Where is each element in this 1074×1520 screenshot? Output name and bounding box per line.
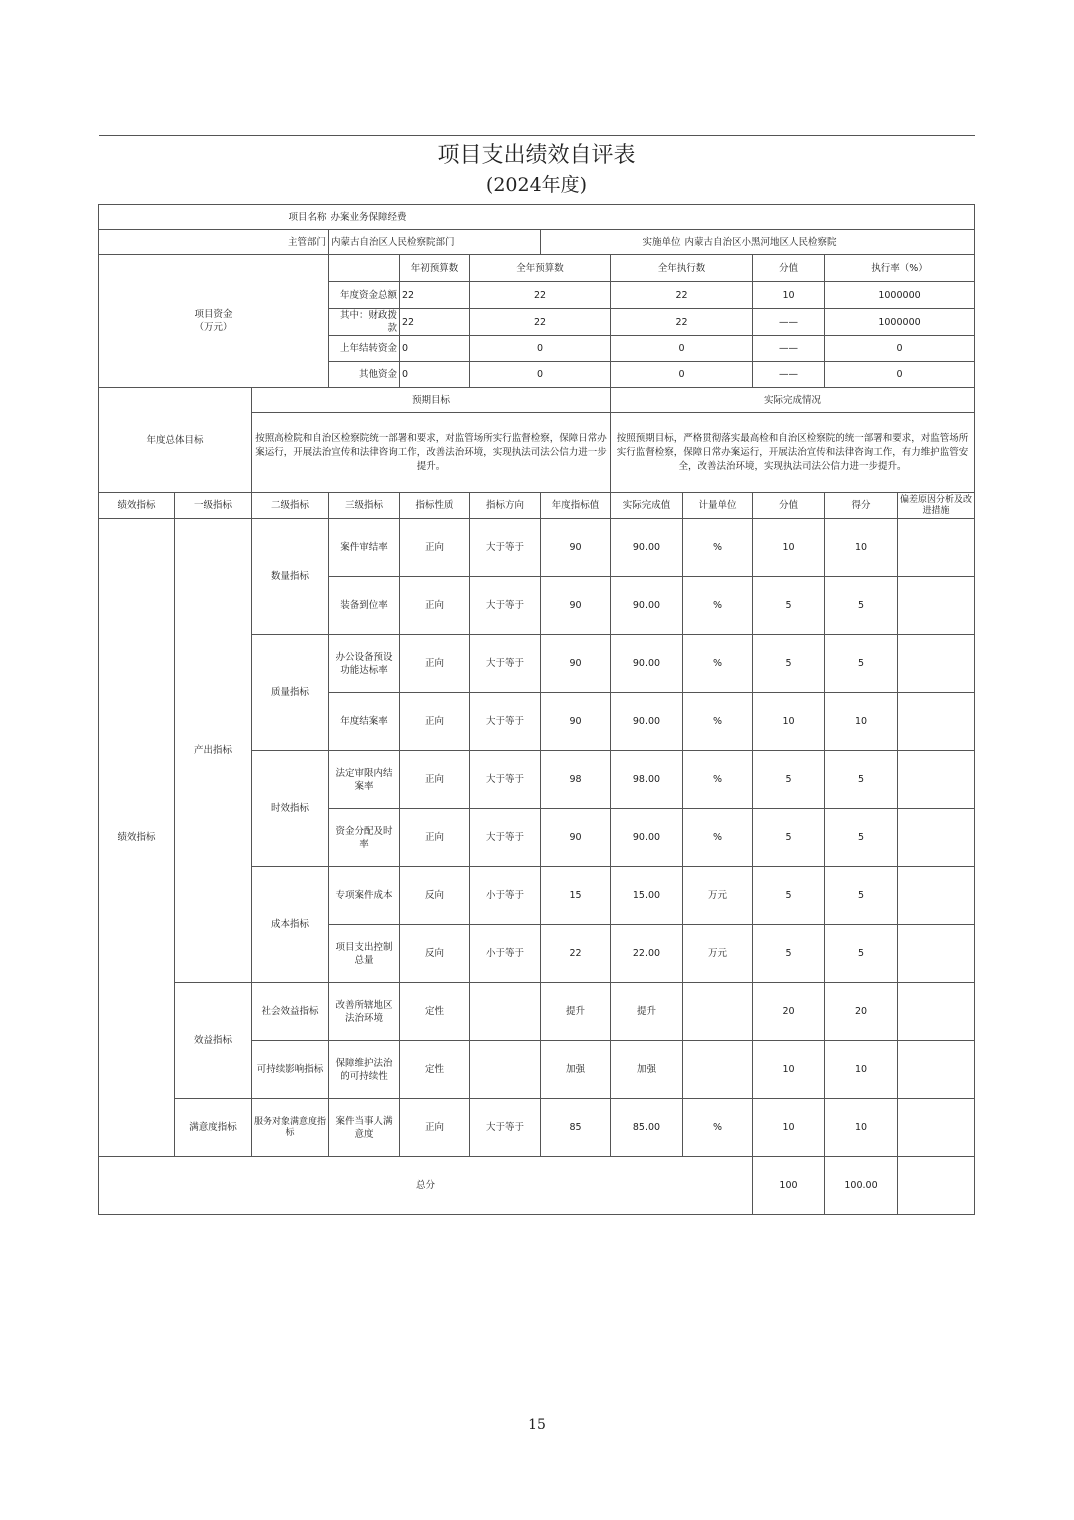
total-value: 100 — [753, 1157, 825, 1215]
indicator-unit: % — [683, 577, 753, 635]
indicator-name: 项目支出控制总量 — [329, 925, 400, 983]
indicator-score: 20 — [825, 983, 898, 1041]
col-header: 三级指标 — [329, 493, 400, 519]
indicator-value: 10 — [753, 519, 825, 577]
total-label: 总分 — [99, 1157, 753, 1215]
indicator-value: 20 — [753, 983, 825, 1041]
level2-cost: 成本指标 — [252, 867, 329, 983]
page-title: 项目支出绩效自评表 — [437, 143, 636, 168]
col-header: 年度指标值 — [541, 493, 611, 519]
funds-initial: 22 — [400, 309, 470, 336]
funds-score-value: —— — [753, 362, 825, 388]
indicator-target: 15 — [541, 867, 611, 925]
indicator-value: 5 — [753, 809, 825, 867]
funds-initial: 22 — [400, 282, 470, 309]
actual-completion-text: 按照预期目标，严格贯彻落实最高检和自治区检察院的统一部署和要求，对监管场所实行监督检察，保障日常办案运行，开展法治宣传和法律咨询工作，有力维护监管安全，改善法治环境，实现执法司法公信力进一步提升。 — [611, 413, 975, 493]
indicator-direction: 小于等于 — [470, 925, 541, 983]
indicator-actual: 提升 — [611, 983, 683, 1041]
indicator-note — [898, 519, 975, 577]
indicator-actual: 90.00 — [611, 635, 683, 693]
indicator-name: 专项案件成本 — [329, 867, 400, 925]
indicator-score: 5 — [825, 577, 898, 635]
funds-score-value: 10 — [753, 282, 825, 309]
expected-goal-text: 按照高检院和自治区检察院统一部署和要求，对监管场所实行监督检察，保障日常办案运行，开展法治宣传和法律咨询工作，改善法治环境，实现执法司法公信力进一步提升。 — [252, 413, 611, 493]
col-header: 绩效指标 — [99, 493, 175, 519]
indicator-value: 5 — [753, 867, 825, 925]
indicator-value: 5 — [753, 751, 825, 809]
funds-rate: 1000000 — [825, 282, 975, 309]
table-title — [99, 136, 975, 205]
level2-sustain: 可持续影响指标 — [252, 1041, 329, 1099]
indicator-name: 改善所辖地区法治环境 — [329, 983, 400, 1041]
indicator-actual: 85.00 — [611, 1099, 683, 1157]
indicator-actual: 90.00 — [611, 809, 683, 867]
funds-row-name: 年度资金总额 — [329, 282, 400, 309]
performance-self-evaluation-table — [98, 135, 974, 1215]
indicator-direction: 大于等于 — [470, 577, 541, 635]
indicator-name: 装备到位率 — [329, 577, 400, 635]
indicator-note — [898, 983, 975, 1041]
impl-label: 实施单位 — [541, 230, 683, 255]
level1-output: 产出指标 — [175, 519, 252, 983]
indicator-value: 5 — [753, 635, 825, 693]
funds-rate: 0 — [825, 362, 975, 388]
indicator-note — [898, 809, 975, 867]
indicator-target: 提升 — [541, 983, 611, 1041]
indicator-unit: 万元 — [683, 867, 753, 925]
level2-quantity: 数量指标 — [252, 519, 329, 635]
actual-completion-label: 实际完成情况 — [611, 388, 975, 413]
indicator-note — [898, 693, 975, 751]
funds-rate: 0 — [825, 336, 975, 362]
col-header: 二级指标 — [252, 493, 329, 519]
indicator-direction: 大于等于 — [470, 809, 541, 867]
indicator-nature: 正向 — [400, 1099, 470, 1157]
goals-label: 年度总体目标 — [99, 388, 252, 493]
indicator-target: 90 — [541, 519, 611, 577]
indicator-nature: 定性 — [400, 983, 470, 1041]
indicator-direction: 大于等于 — [470, 519, 541, 577]
indicator-direction — [470, 983, 541, 1041]
indicator-score: 5 — [825, 635, 898, 693]
funds-annual: 22 — [470, 282, 611, 309]
indicator-name: 年度结案率 — [329, 693, 400, 751]
indicator-score: 5 — [825, 925, 898, 983]
col-header: 分值 — [753, 493, 825, 519]
page-number: 15 — [528, 1417, 546, 1433]
indicator-nature: 正向 — [400, 751, 470, 809]
funds-initial: 0 — [400, 362, 470, 388]
funds-row-name: 其中：财政拨款 — [329, 309, 400, 336]
level2-quality: 质量指标 — [252, 635, 329, 751]
page-subtitle: (2024年度) — [485, 174, 588, 196]
indicator-target: 加强 — [541, 1041, 611, 1099]
indicator-note — [898, 925, 975, 983]
indicator-score: 10 — [825, 1099, 898, 1157]
indicator-actual: 90.00 — [611, 693, 683, 751]
col-header: 计量单位 — [683, 493, 753, 519]
funds-initial: 0 — [400, 336, 470, 362]
indicator-value: 5 — [753, 925, 825, 983]
indicator-target: 85 — [541, 1099, 611, 1157]
funds-score-value: —— — [753, 336, 825, 362]
indicator-nature: 正向 — [400, 577, 470, 635]
funds-score-value: —— — [753, 309, 825, 336]
indicator-value: 5 — [753, 577, 825, 635]
indicator-target: 90 — [541, 635, 611, 693]
indicator-nature: 正向 — [400, 635, 470, 693]
funds-annual: 22 — [470, 309, 611, 336]
indicator-unit — [683, 1041, 753, 1099]
indicator-score: 10 — [825, 1041, 898, 1099]
indicator-score: 10 — [825, 693, 898, 751]
indicator-note — [898, 1099, 975, 1157]
indicator-note — [898, 635, 975, 693]
indicator-value: 10 — [753, 1041, 825, 1099]
funds-header: 执行率（%） — [825, 255, 975, 282]
indicator-target: 90 — [541, 577, 611, 635]
indicator-unit — [683, 983, 753, 1041]
indicator-score: 5 — [825, 751, 898, 809]
indicator-direction: 小于等于 — [470, 867, 541, 925]
indicator-name: 法定审限内结案率 — [329, 751, 400, 809]
indicator-target: 98 — [541, 751, 611, 809]
indicator-actual: 90.00 — [611, 577, 683, 635]
indicator-name: 办公设备预设功能达标率 — [329, 635, 400, 693]
col-header: 指标性质 — [400, 493, 470, 519]
funds-exec: 22 — [611, 282, 753, 309]
expected-goal-label: 预期目标 — [252, 388, 611, 413]
indicator-target: 22 — [541, 925, 611, 983]
indicator-direction: 大于等于 — [470, 693, 541, 751]
indicator-name: 案件审结率 — [329, 519, 400, 577]
funds-exec: 22 — [611, 309, 753, 336]
col-header: 实际完成值 — [611, 493, 683, 519]
indicator-unit: % — [683, 519, 753, 577]
col-header: 指标方向 — [470, 493, 541, 519]
project-name-label: 项目名称 — [99, 205, 329, 230]
indicator-actual: 90.00 — [611, 519, 683, 577]
level2-social: 社会效益指标 — [252, 983, 329, 1041]
indicator-score: 5 — [825, 867, 898, 925]
indicator-actual: 98.00 — [611, 751, 683, 809]
indicator-nature: 正向 — [400, 519, 470, 577]
indicator-direction — [470, 1041, 541, 1099]
indicator-unit: % — [683, 751, 753, 809]
indicator-name: 资金分配及时率 — [329, 809, 400, 867]
indicator-name: 案件当事人满意度 — [329, 1099, 400, 1157]
perf-indicator-label: 绩效指标 — [99, 519, 175, 1157]
dept-label: 主管部门 — [99, 230, 329, 255]
funds-annual: 0 — [470, 362, 611, 388]
indicator-actual: 15.00 — [611, 867, 683, 925]
impl-value: 内蒙古自治区小黑河地区人民检察院 — [683, 230, 975, 255]
indicator-note — [898, 1041, 975, 1099]
indicator-actual: 加强 — [611, 1041, 683, 1099]
funds-header: 分值 — [753, 255, 825, 282]
level1-benefit: 效益指标 — [175, 983, 252, 1099]
dept-value: 内蒙古自治区人民检察院部门 — [329, 230, 541, 255]
funds-exec: 0 — [611, 336, 753, 362]
level1-satisfaction: 满意度指标 — [175, 1099, 252, 1157]
indicator-actual: 22.00 — [611, 925, 683, 983]
indicator-nature: 反向 — [400, 867, 470, 925]
indicator-direction: 大于等于 — [470, 751, 541, 809]
funds-exec: 0 — [611, 362, 753, 388]
level2-service: 服务对象满意度指标 — [252, 1099, 329, 1157]
col-header: 得分 — [825, 493, 898, 519]
indicator-unit: % — [683, 809, 753, 867]
indicator-nature: 反向 — [400, 925, 470, 983]
funds-header-blank — [329, 255, 400, 282]
indicator-nature: 正向 — [400, 693, 470, 751]
funds-rate: 1000000 — [825, 309, 975, 336]
funds-header: 年初预算数 — [400, 255, 470, 282]
col-header: 一级指标 — [175, 493, 252, 519]
indicator-unit: % — [683, 693, 753, 751]
indicator-note — [898, 867, 975, 925]
indicator-value: 10 — [753, 1099, 825, 1157]
project-name-value: 办案业务保障经费 — [329, 205, 975, 230]
funds-header: 全年执行数 — [611, 255, 753, 282]
total-score: 100.00 — [825, 1157, 898, 1215]
indicator-direction: 大于等于 — [470, 1099, 541, 1157]
total-note — [898, 1157, 975, 1215]
indicator-direction: 大于等于 — [470, 635, 541, 693]
indicator-nature: 正向 — [400, 809, 470, 867]
indicator-note — [898, 577, 975, 635]
indicator-value: 10 — [753, 693, 825, 751]
indicator-name: 保障维护法治的可持续性 — [329, 1041, 400, 1099]
indicator-unit: % — [683, 635, 753, 693]
indicator-nature: 定性 — [400, 1041, 470, 1099]
indicator-score: 10 — [825, 519, 898, 577]
indicator-unit: 万元 — [683, 925, 753, 983]
funds-row-name: 其他资金 — [329, 362, 400, 388]
funds-label: 项目资金 （万元） — [99, 255, 329, 388]
level2-time: 时效指标 — [252, 751, 329, 867]
indicator-unit: % — [683, 1099, 753, 1157]
funds-row-name: 上年结转资金 — [329, 336, 400, 362]
funds-header: 全年预算数 — [470, 255, 611, 282]
indicator-target: 90 — [541, 809, 611, 867]
funds-annual: 0 — [470, 336, 611, 362]
indicator-target: 90 — [541, 693, 611, 751]
col-header: 偏差原因分析及改进措施 — [898, 493, 975, 519]
indicator-score: 5 — [825, 809, 898, 867]
indicator-note — [898, 751, 975, 809]
